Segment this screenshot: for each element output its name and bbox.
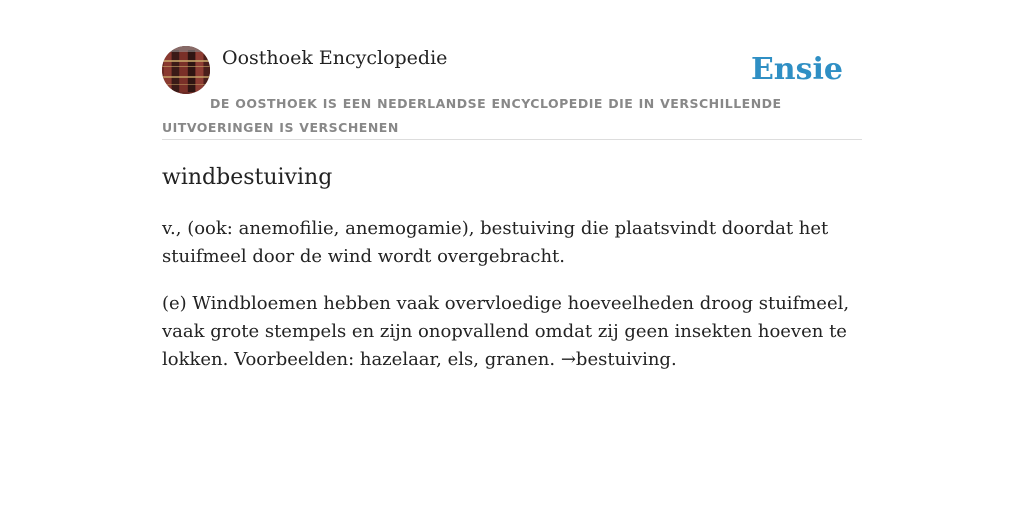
brand-logo[interactable]: Ensie bbox=[750, 52, 843, 87]
entry-definition: v., (ook: anemofilie, anemogamie), bestuiving die plaatsvindt doordat het stuifmeel door de wind wordt overgebracht. bbox=[162, 218, 829, 267]
header-divider bbox=[162, 139, 862, 140]
site-tagline: DE OOSTHOEK IS EEN NEDERLANDSE ENCYCLOPEDIE DIE IN VERSCHILLENDE UITVOERINGEN IS VERSCHENEN bbox=[162, 96, 782, 135]
book-spines-icon[interactable] bbox=[162, 46, 210, 94]
entry-content bbox=[162, 162, 862, 374]
entry-title: windbestuiving bbox=[162, 165, 333, 190]
entry-explanation: (e) Windbloemen hebben vaak overvloedige hoeveelheden droog stuifmeel, vaak grote stempels en zijn onopvallend omdat zij geen insekten hoeven te lokken. Voorbeelden: hazelaar, els, granen. →bestuiving. bbox=[162, 293, 850, 370]
site-title[interactable]: Oosthoek Encyclopedie bbox=[222, 47, 448, 69]
